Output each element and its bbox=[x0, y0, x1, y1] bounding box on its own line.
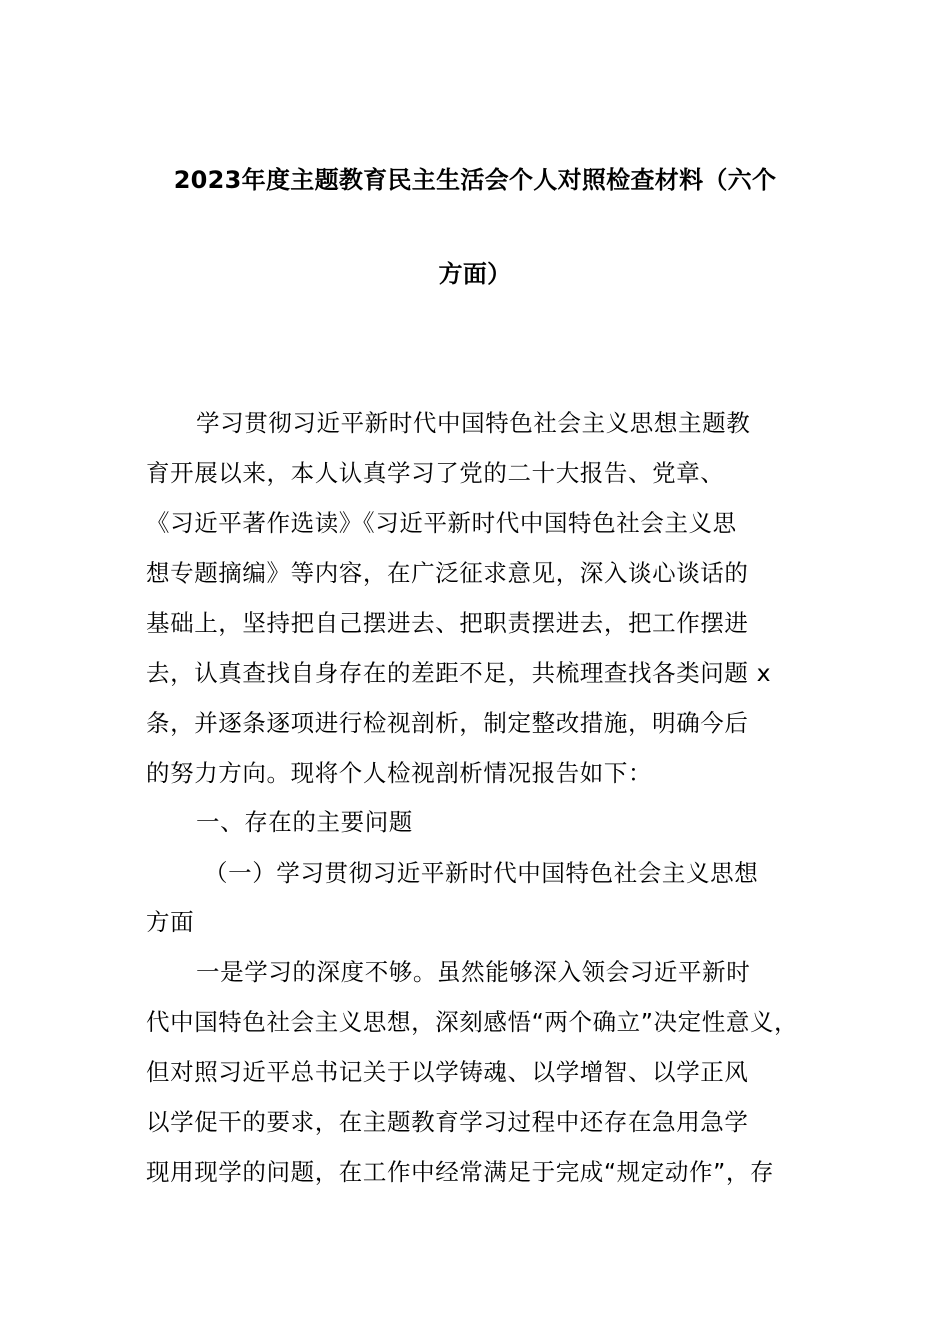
body-line: 以学促干的要求，在主题教育学习过程中还存在急用急学 bbox=[146, 1108, 749, 1136]
body-line: 的努力方向。现将个人检视剖析情况报告如下： bbox=[146, 759, 653, 787]
body-line: 基础上，坚持把自己摆进去、把职责摆进去，把工作摆进 bbox=[146, 609, 749, 637]
body-line: 去，认真查找自身存在的差距不足，共梳理查找各类问题 x bbox=[146, 659, 772, 687]
body-line: 想专题摘编》等内容，在广泛征求意见，深入谈心谈话的 bbox=[146, 559, 749, 587]
body-line: 学习贯彻习近平新时代中国特色社会主义思想主题教 bbox=[196, 409, 751, 437]
body-line: 但对照习近平总书记关于以学铸魂、以学增智、以学正风 bbox=[146, 1058, 749, 1086]
subsection-heading-cont: 方面 bbox=[146, 908, 195, 936]
document-title-line-1: 2023年度主题教育民主生活会个人对照检查材料（六个 bbox=[173, 166, 777, 194]
document-title-line-2: 方面） bbox=[438, 260, 512, 288]
body-line: 育开展以来，本人认真学习了党的二十大报告、党章、 bbox=[146, 459, 725, 487]
body-line: 条，并逐条逐项进行检视剖析，制定整改措施，明确今后 bbox=[146, 709, 749, 737]
body-line: 一是学习的深度不够。虽然能够深入领会习近平新时 bbox=[196, 958, 751, 986]
subsection-heading: （一）学习贯彻习近平新时代中国特色社会主义思想 bbox=[204, 859, 759, 887]
body-line: 代中国特色社会主义思想，深刻感悟“两个确立”决定性意义， bbox=[146, 1008, 799, 1036]
section-heading: 一、存在的主要问题 bbox=[196, 808, 413, 836]
body-line: 现用现学的问题，在工作中经常满足于完成“规定动作”，存 bbox=[146, 1158, 775, 1186]
body-line: 《习近平著作选读》《习近平新时代中国特色社会主义思 bbox=[146, 509, 737, 537]
